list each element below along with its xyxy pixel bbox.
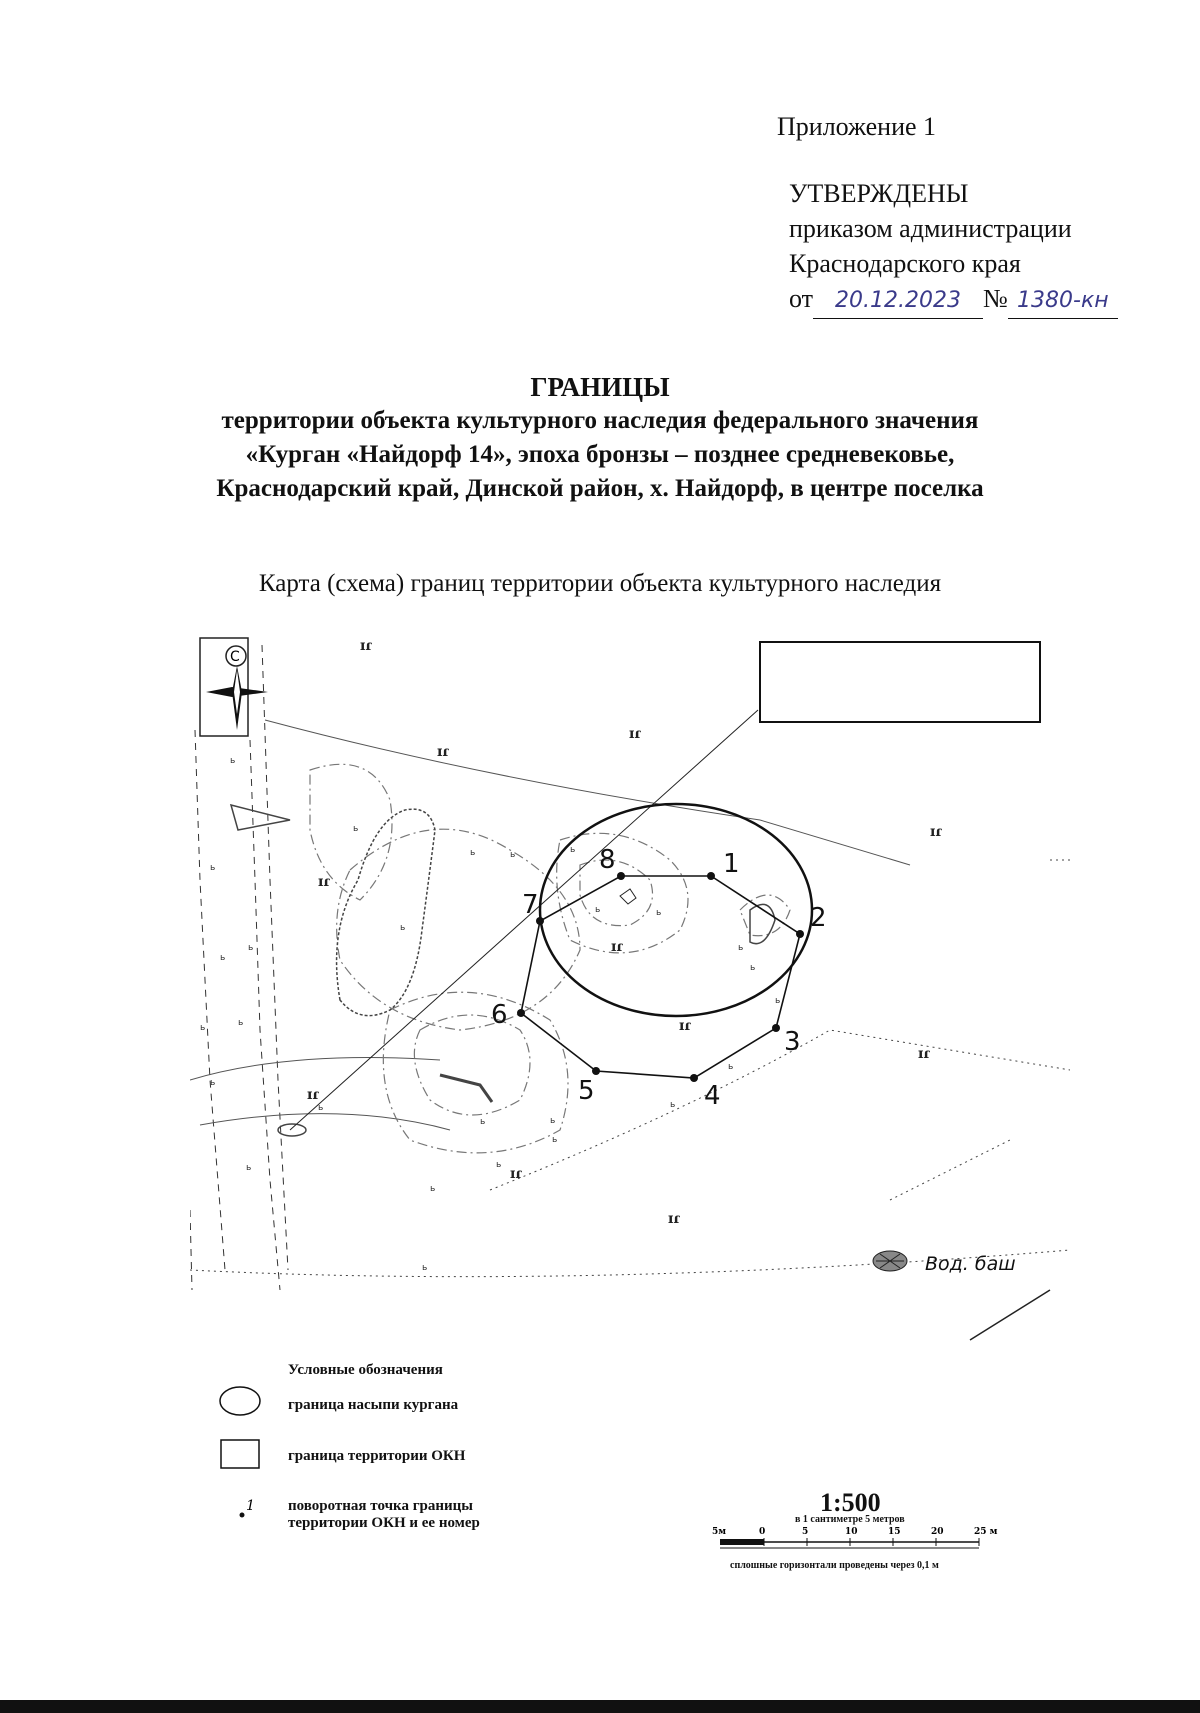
spot-mark: ь <box>656 908 662 918</box>
ellipse-icon <box>220 1387 260 1415</box>
date-prefix: от <box>789 284 814 313</box>
spot-mark: ь <box>400 923 406 933</box>
spot-mark: ь <box>353 824 359 834</box>
title-line: Краснодарский край, Динской район, х. Найдорф, в центре поселка <box>216 475 984 502</box>
scale-subtitle: в 1 сантиметре 5 метров <box>795 1514 905 1525</box>
scale-bar <box>712 1524 1042 1560</box>
boundary-point <box>690 1074 698 1082</box>
rectangle-icon <box>221 1440 259 1468</box>
date-number-line <box>789 281 1118 319</box>
vegetation-symbol: ɪɾ <box>629 726 641 742</box>
spot-mark: ь <box>220 953 226 963</box>
spot-mark: ь <box>200 1023 206 1033</box>
title-line: территории объекта культурного наследия федерального значения <box>221 407 979 434</box>
vegetation-symbol: ɪɾ <box>307 1087 319 1103</box>
spot-mark: ь <box>422 1263 428 1273</box>
territory-boundary-line <box>521 876 800 1078</box>
vegetation-symbol: ɪɾ <box>668 1211 680 1227</box>
compass-north-label: С <box>230 649 240 665</box>
approved-line: приказом администрации <box>789 214 1072 243</box>
water-tower-icon <box>873 1251 907 1271</box>
scale-first-segment <box>720 1539 764 1545</box>
boundary-point <box>772 1024 780 1032</box>
scale-tick-label: 10 <box>845 1527 858 1537</box>
spot-mark: ь <box>210 1078 216 1088</box>
scale-tick-label: 15 <box>888 1527 901 1537</box>
scale-tick-label: 5 <box>802 1527 809 1537</box>
compass-icon <box>200 638 268 736</box>
boundary-point <box>517 1009 525 1017</box>
spot-mark: ь <box>230 756 236 766</box>
map-caption: Карта (схема) границ территории объекта культурного наследия <box>258 570 942 597</box>
spot-mark: ь <box>318 1103 324 1113</box>
legend-icons <box>218 1383 268 1523</box>
boundary-point <box>796 930 804 938</box>
spot-mark: ь <box>552 1135 558 1145</box>
point-marker-icon <box>240 1513 245 1518</box>
boundary-point <box>617 872 625 880</box>
spot-mark: ь <box>248 943 254 953</box>
spot-mark: ь <box>480 1117 486 1127</box>
boundary-point <box>592 1067 600 1075</box>
vegetation-symbol: ɪɾ <box>930 824 942 840</box>
boundary-point-number: 1 <box>723 849 740 879</box>
spot-mark: ь <box>670 1100 676 1110</box>
vegetation-symbol: ɪɾ <box>318 874 330 890</box>
scale-note: сплошные горизонтали проведены через 0,1 м <box>730 1560 939 1571</box>
scale-tick-label: 25 м <box>974 1527 998 1537</box>
vegetation-symbol: ɪɾ <box>360 638 372 654</box>
boundary-points <box>491 845 827 1111</box>
legend-item-point <box>288 1498 480 1532</box>
spot-mark: ь <box>496 1160 502 1170</box>
scale-ratio: 1:500 <box>820 1488 881 1517</box>
boundary-point-number: 6 <box>491 1000 508 1030</box>
spot-mark: ь <box>570 845 576 855</box>
legend-item-point-line: территории ОКН и ее номер <box>288 1515 480 1531</box>
spot-mark: ь <box>595 905 601 915</box>
approved-line: УТВЕРЖДЕНЫ <box>789 179 969 208</box>
number-prefix: № <box>983 284 1008 313</box>
spot-mark: ь <box>550 1116 556 1126</box>
point-marker-number: 1 <box>246 1498 255 1514</box>
boundary-point-number: 7 <box>522 890 539 920</box>
boundary-map <box>190 630 1070 1350</box>
date-value: 20.12.2023 <box>813 283 983 319</box>
title-line: «Курган «Найдорф 14», эпоха бронзы – позднее средневековье, <box>245 441 955 468</box>
callout-box <box>760 642 1040 722</box>
spot-mark: ь <box>238 1018 244 1028</box>
spot-mark: ь <box>775 996 781 1006</box>
spot-mark: ь <box>210 863 216 873</box>
vegetation-symbol: ɪɾ <box>611 939 623 955</box>
approved-line: Краснодарского края <box>789 249 1021 278</box>
legend-item-territory: граница территории ОКН <box>288 1448 466 1464</box>
page-bottom-border <box>0 1700 1200 1713</box>
document-title <box>0 370 1200 506</box>
spot-mark: ь <box>510 850 516 860</box>
approval-block <box>789 176 1118 319</box>
vegetation-symbol: ɪɾ <box>437 744 449 760</box>
spot-mark: ь <box>430 1184 436 1194</box>
legend-item-mound: граница насыпи кургана <box>288 1397 459 1413</box>
scale-tick-label: 0 <box>759 1527 766 1537</box>
order-number: 1380-кн <box>1008 283 1118 319</box>
boundary-point <box>707 872 715 880</box>
scale-tick-label: 20 <box>931 1527 944 1537</box>
boundary-point-number: 3 <box>784 1027 801 1057</box>
vegetation-symbol: ɪɾ <box>679 1018 691 1034</box>
scale-tick-label: 5м <box>712 1527 727 1537</box>
boundary-point-number: 8 <box>599 845 616 875</box>
appendix-label: Приложение 1 <box>777 112 937 141</box>
spot-mark: ь <box>728 1062 734 1072</box>
vegetation-symbol: ɪɾ <box>510 1166 522 1182</box>
spot-mark: ь <box>750 963 756 973</box>
legend-title: Условные обозначения <box>288 1362 443 1378</box>
title-line: ГРАНИЦЫ <box>530 372 670 402</box>
boundary-point-number: 2 <box>810 903 827 933</box>
water-tower-label: Вод. баш <box>925 1253 1016 1275</box>
boundary-point-number: 4 <box>704 1081 721 1111</box>
boundary-point-number: 5 <box>578 1076 595 1106</box>
spot-mark: ь <box>738 943 744 953</box>
spot-mark: ь <box>470 848 476 858</box>
legend-item-point-line: поворотная точка границы <box>288 1498 473 1514</box>
vegetation-symbol: ɪɾ <box>918 1046 930 1062</box>
spot-mark: ь <box>246 1163 252 1173</box>
